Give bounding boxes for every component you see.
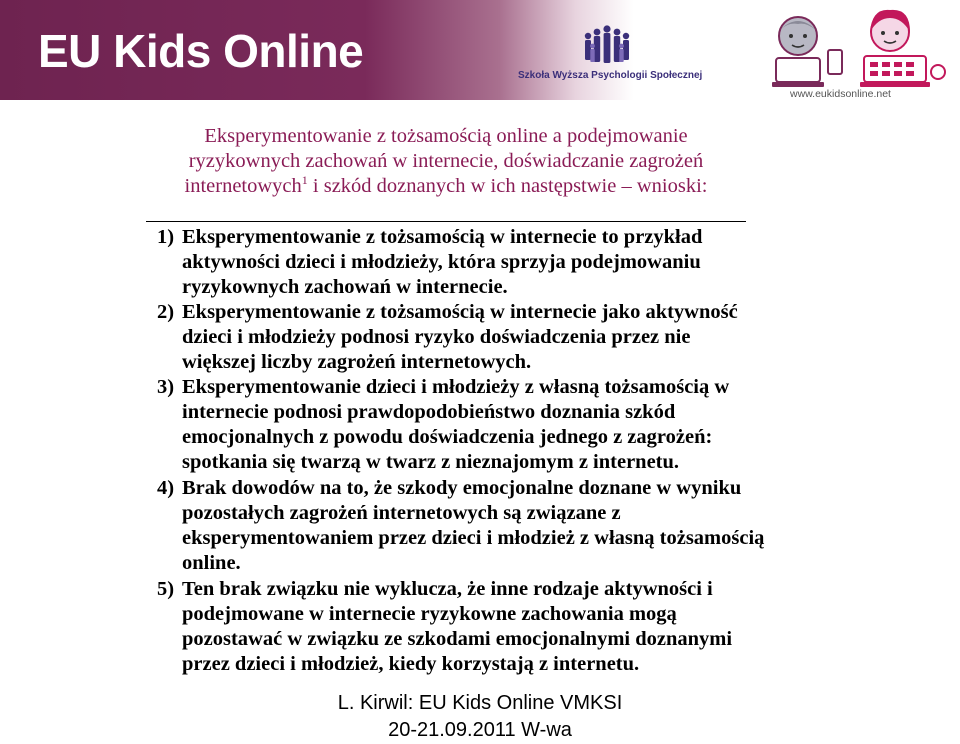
list-item-text: Brak dowodów na to, że szkody emocjonalne doznane w wyniku pozostałych zagrożeń internetowych są związane z eksperymentowaniem przez dzieci i młodzież z własną tożsamością online. [182,477,765,574]
list-item [157,375,767,475]
header-banner [0,0,960,100]
heading-line: i szkód doznanych w ich następstwie – wnioski: [307,175,708,197]
heading-line: ryzykownych zachowań w internecie, doświadczanie zagrożeń [188,150,704,172]
heading-line: Eksperymentowanie z tożsamością online a podejmowanie [204,125,688,147]
list-item [157,476,767,576]
school-logo [518,24,703,84]
slide-heading [140,124,752,199]
list-item-number: 3) [157,376,175,398]
heading-divider [146,221,746,222]
banner-title: EU Kids Online [38,25,364,77]
people-group-icon [580,24,636,68]
kids-at-computers-illustration [762,6,952,90]
footer-date-line: 20-21.09.2011 W-wa [388,719,572,741]
list-item-number: 1) [157,226,175,248]
list-item-number: 4) [157,477,175,499]
list-item-number: 2) [157,301,175,323]
heading-line: internetowych [184,175,302,197]
list-item-text: Eksperymentowanie dzieci i młodzieży z własną tożsamością w internecie podnosi prawdopodobieństwo doznania szkód emocjonalnych z powodu doświadczenia jednego z zagrożeń: spotkania się twarzą w twarz z nieznajomym z internetu. [182,376,730,473]
list-item-text: Eksperymentowanie z tożsamością w internecie jako aktywność dzieci i młodzieży podnosi ryzyko doświadczenia przez nie większej liczby zagrożeń internetowych. [182,301,738,373]
list-item [157,577,767,677]
list-item-text: Ten brak związku nie wyklucza, że inne rodzaje aktywności i podejmowane w internecie ryzykowne zachowania mogą pozostawać w związku ze szkodami emocjonalnymi doznanymi przez dzieci i młodzież, kiedy korzystają z internetu. [182,578,733,675]
list-item-text: Eksperymentowanie z tożsamością w internecie to przykład aktywności dzieci i młodzieży, która sprzyja podejmowaniu ryzykownych zachowań w internecie. [182,226,703,298]
footer-author-line: L. Kirwil: EU Kids Online VMKSI [337,692,623,714]
website-url[interactable]: www.eukidsonline.net [790,88,891,100]
list-item [157,225,767,300]
slide-footer [320,690,640,744]
list-item [157,300,767,375]
list-item-number: 5) [157,578,175,600]
footnote-marker: 1 [301,173,308,188]
school-name: Szkoła Wyższa Psychologii Społecznej [518,70,703,81]
